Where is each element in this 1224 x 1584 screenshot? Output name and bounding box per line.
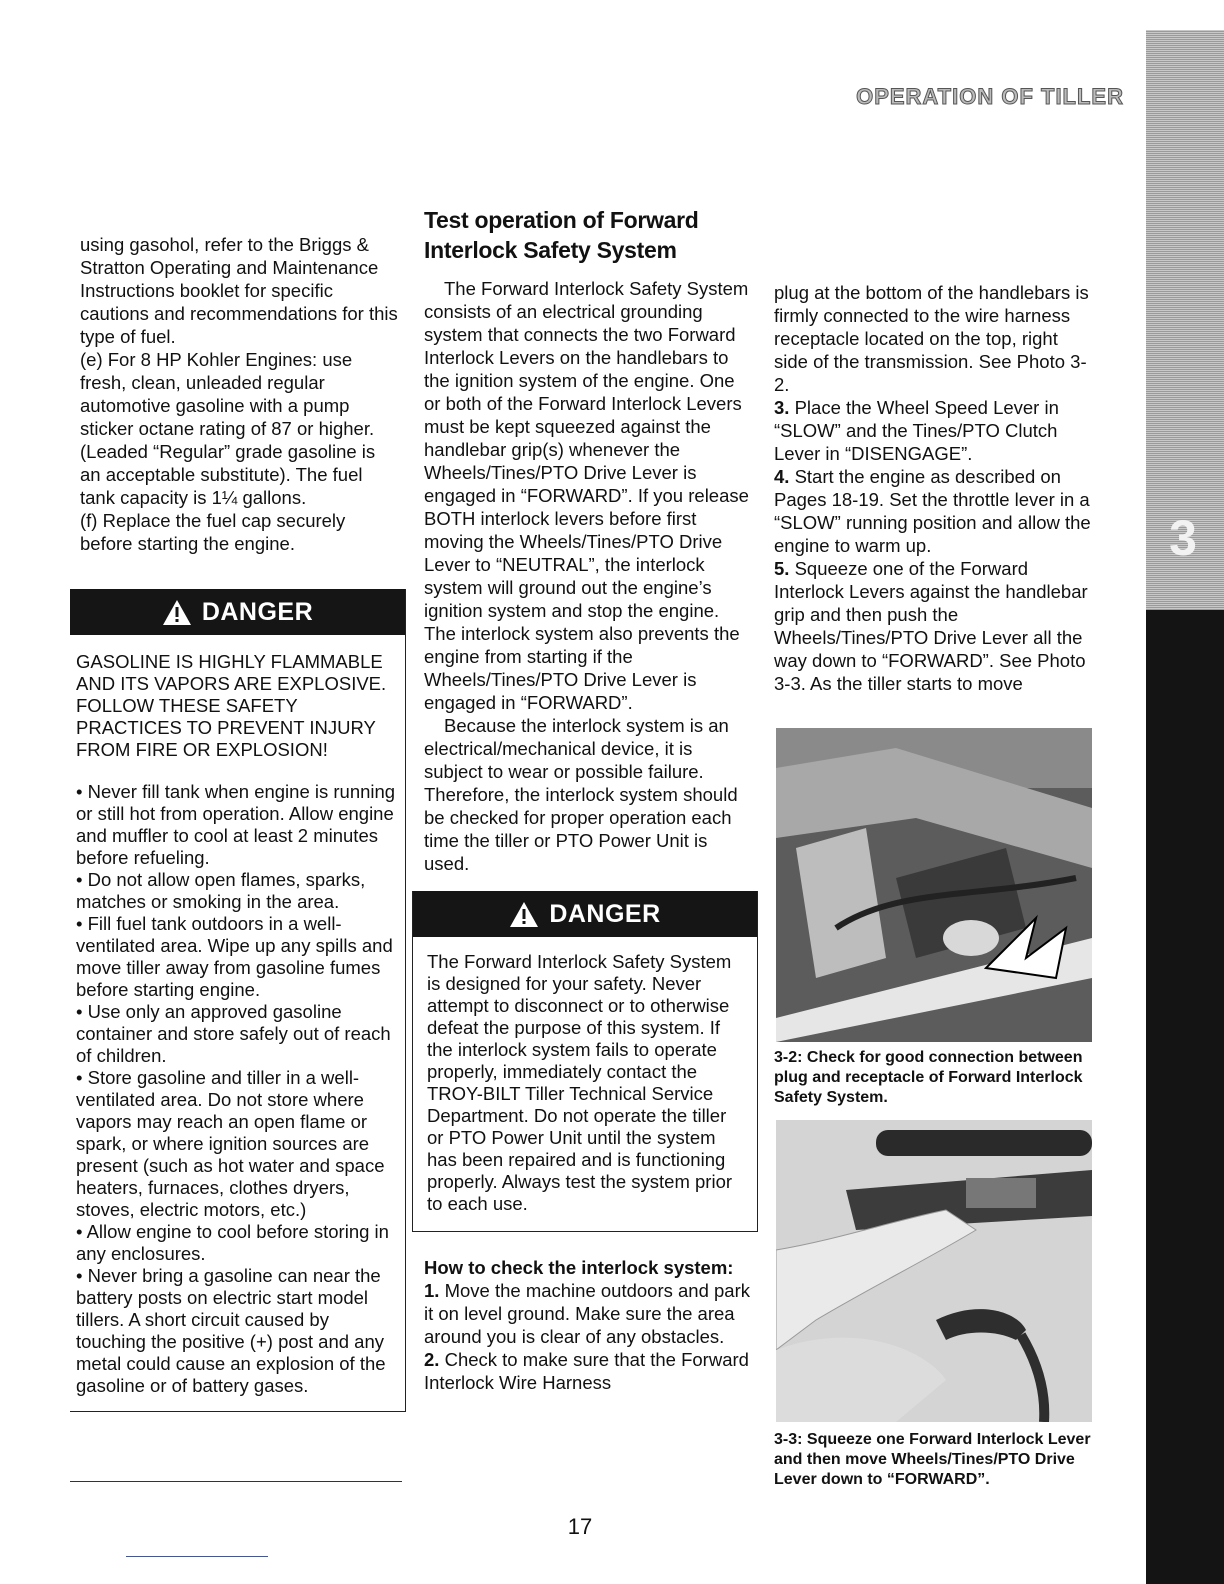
- warning-triangle-icon: [162, 599, 192, 626]
- danger-bullet: • Never bring a gasoline can near the battery posts on electric start model tillers. A short circuit caused by touching the positive (+) post and any metal could cause an explosion of the gasoline or of battery gases.: [76, 1265, 386, 1396]
- danger-bullet: • Allow engine to cool before storing in any enclosures.: [76, 1221, 389, 1264]
- danger-bullet: • Never fill tank when engine is running or still hot from operation. Allow engine and muffler to cool at least 2 minutes before refueling.: [76, 781, 396, 868]
- paragraph: using gasohol, refer to the Briggs & Stratton Operating and Maintenance Instructions booklet for specific cautions and recommendations for this type of fuel.: [80, 234, 398, 347]
- photo-illustration: [776, 1120, 1092, 1422]
- column-2: [424, 205, 754, 1394]
- step-text: Move the machine outdoors and park it on level ground. Make sure the area around you is clear of any obstacles.: [424, 1280, 751, 1347]
- divider: [70, 1481, 402, 1482]
- step-3: [774, 396, 1092, 465]
- column-1: [76, 233, 398, 1412]
- danger-label: DANGER: [549, 899, 661, 928]
- step-number: 5.: [774, 558, 790, 579]
- footer-link-underline: [126, 1556, 268, 1557]
- photo-illustration: [776, 728, 1092, 1042]
- paragraph: The Forward Interlock Safety System consists of an electrical grounding system that connects the two Forward Interlock Levers on the handlebars to the ignition system of the engine. One or both of the Forward Interlock Levers must be kept squeezed against the handlebar grip(s) whenever the Wheels/Tines/PTO Drive Lever is engaged in “FORWARD”. If you release BOTH interlock levers before first moving the Wheels/Tines/PTO Drive Lever to “NEUTRAL”, the interlock system will ground out the engine’s ignition system and stop the engine. The interlock system also prevents the engine from starting if the Wheels/Tines/PTO Drive Lever is engaged in “FORWARD”.: [424, 278, 749, 713]
- step-number: 2.: [424, 1349, 440, 1370]
- page-number: 17: [567, 1514, 593, 1539]
- photo-caption-3-2: 3-2: Check for good connection between plug and receptacle of Forward Interlock Safety System.: [774, 1049, 1083, 1106]
- photo-3-3-interlock-lever: [776, 1120, 1092, 1422]
- danger-box-gasoline: [70, 589, 406, 1412]
- danger-label: DANGER: [201, 597, 314, 626]
- danger-body: [70, 635, 405, 1411]
- danger-bullet: • Use only an approved gasoline container and store safely out of reach of children.: [76, 1001, 391, 1066]
- step-1: [424, 1279, 754, 1348]
- step-text: Squeeze one of the Forward Interlock Levers against the handlebar grip and then push the Wheels/Tines/PTO Drive Lever all the way down to “FORWARD”. See Photo 3-3. As the tiller starts to move: [774, 558, 1088, 694]
- photo-caption-3-3: 3-3: Squeeze one Forward Interlock Lever and then move Wheels/Tines/PTO Drive Lever down to “FORWARD”.: [774, 1431, 1091, 1488]
- column-3: [774, 281, 1092, 695]
- paragraph: (e) For 8 HP Kohler Engines: use fresh, clean, unleaded regular automotive gasoline with a pump sticker octane rating of 87 or higher. (Leaded “Regular” grade gasoline is an acceptable substitute). The fuel tank capacity is 1¼ gallons.: [80, 349, 376, 508]
- step-2: [424, 1348, 754, 1394]
- danger-bullet: • Do not allow open flames, sparks, matches or smoking in the area.: [76, 869, 366, 912]
- step-text: Start the engine as described on Pages 18-19. Set the throttle lever in a “SLOW” running position and allow the engine to warm up.: [774, 466, 1091, 556]
- paragraph: (f) Replace the fuel cap securely before starting the engine.: [80, 510, 346, 554]
- step-text: Check to make sure that the Forward Interlock Wire Harness: [424, 1349, 749, 1393]
- photo-3-2-plug-connection: [776, 728, 1092, 1042]
- step-number: 4.: [774, 466, 790, 487]
- danger-body: [413, 937, 757, 1231]
- paragraph: plug at the bottom of the handlebars is firmly connected to the wire harness receptacle located on the top, right side of the transmission. See Photo 3-2.: [774, 282, 1089, 395]
- danger-header: [70, 589, 405, 635]
- chapter-tab-strip: [1146, 30, 1224, 1584]
- chapter-tab-dark-band: [1146, 610, 1224, 1584]
- step-number: 1.: [424, 1280, 440, 1301]
- danger-bullet: • Store gasoline and tiller in a well-ventilated area. Do not store where vapors may reach an open flame or spark, or where ignition sources are present (such as hot water and space heaters, furnaces, clothes dryers, stoves, electric motors, etc.): [76, 1067, 385, 1220]
- section-heading: Test operation of Forward Interlock Safety System: [424, 207, 699, 263]
- danger-header: [413, 891, 757, 937]
- danger-caps-text: GASOLINE IS HIGHLY FLAMMABLE AND ITS VAPORS ARE EXPLOSIVE. FOLLOW THESE SAFETY PRACTICES TO PREVENT INJURY FROM FIRE OR EXPLOSION!: [76, 651, 387, 760]
- danger-bullet: • Fill fuel tank outdoors in a well-ventilated area. Wipe up any spills and move tiller away from gasoline fumes before starting engine.: [76, 913, 393, 1000]
- danger-body-text: The Forward Interlock Safety System is designed for your safety. Never attempt to disconnect or to otherwise defeat the purpose of this system. If the interlock system fails to operate properly, immediately contact the TROY-BILT Tiller Technical Service Department. Do not operate the tiller or PTO Power Unit until the system has been repaired and is functioning properly. Always test the system prior to each use.: [427, 951, 733, 1214]
- danger-box-interlock: [412, 891, 758, 1232]
- subheading: How to check the interlock system:: [424, 1257, 734, 1278]
- step-4: [774, 465, 1092, 557]
- step-text: Place the Wheel Speed Lever in “SLOW” and the Tines/PTO Clutch Lever in “DISENGAGE”.: [774, 397, 1059, 464]
- paragraph: Because the interlock system is an electrical/mechanical device, it is subject to wear or possible failure. Therefore, the interlock system should be checked for proper operation each time the tiller or PTO Power Unit is used.: [424, 715, 738, 874]
- step-5: [774, 557, 1092, 695]
- warning-triangle-icon: [509, 901, 539, 928]
- step-number: 3.: [774, 397, 790, 418]
- page-header-title: OPERATION OF TILLER: [856, 84, 1124, 109]
- chapter-tab-number: 3: [1169, 510, 1197, 566]
